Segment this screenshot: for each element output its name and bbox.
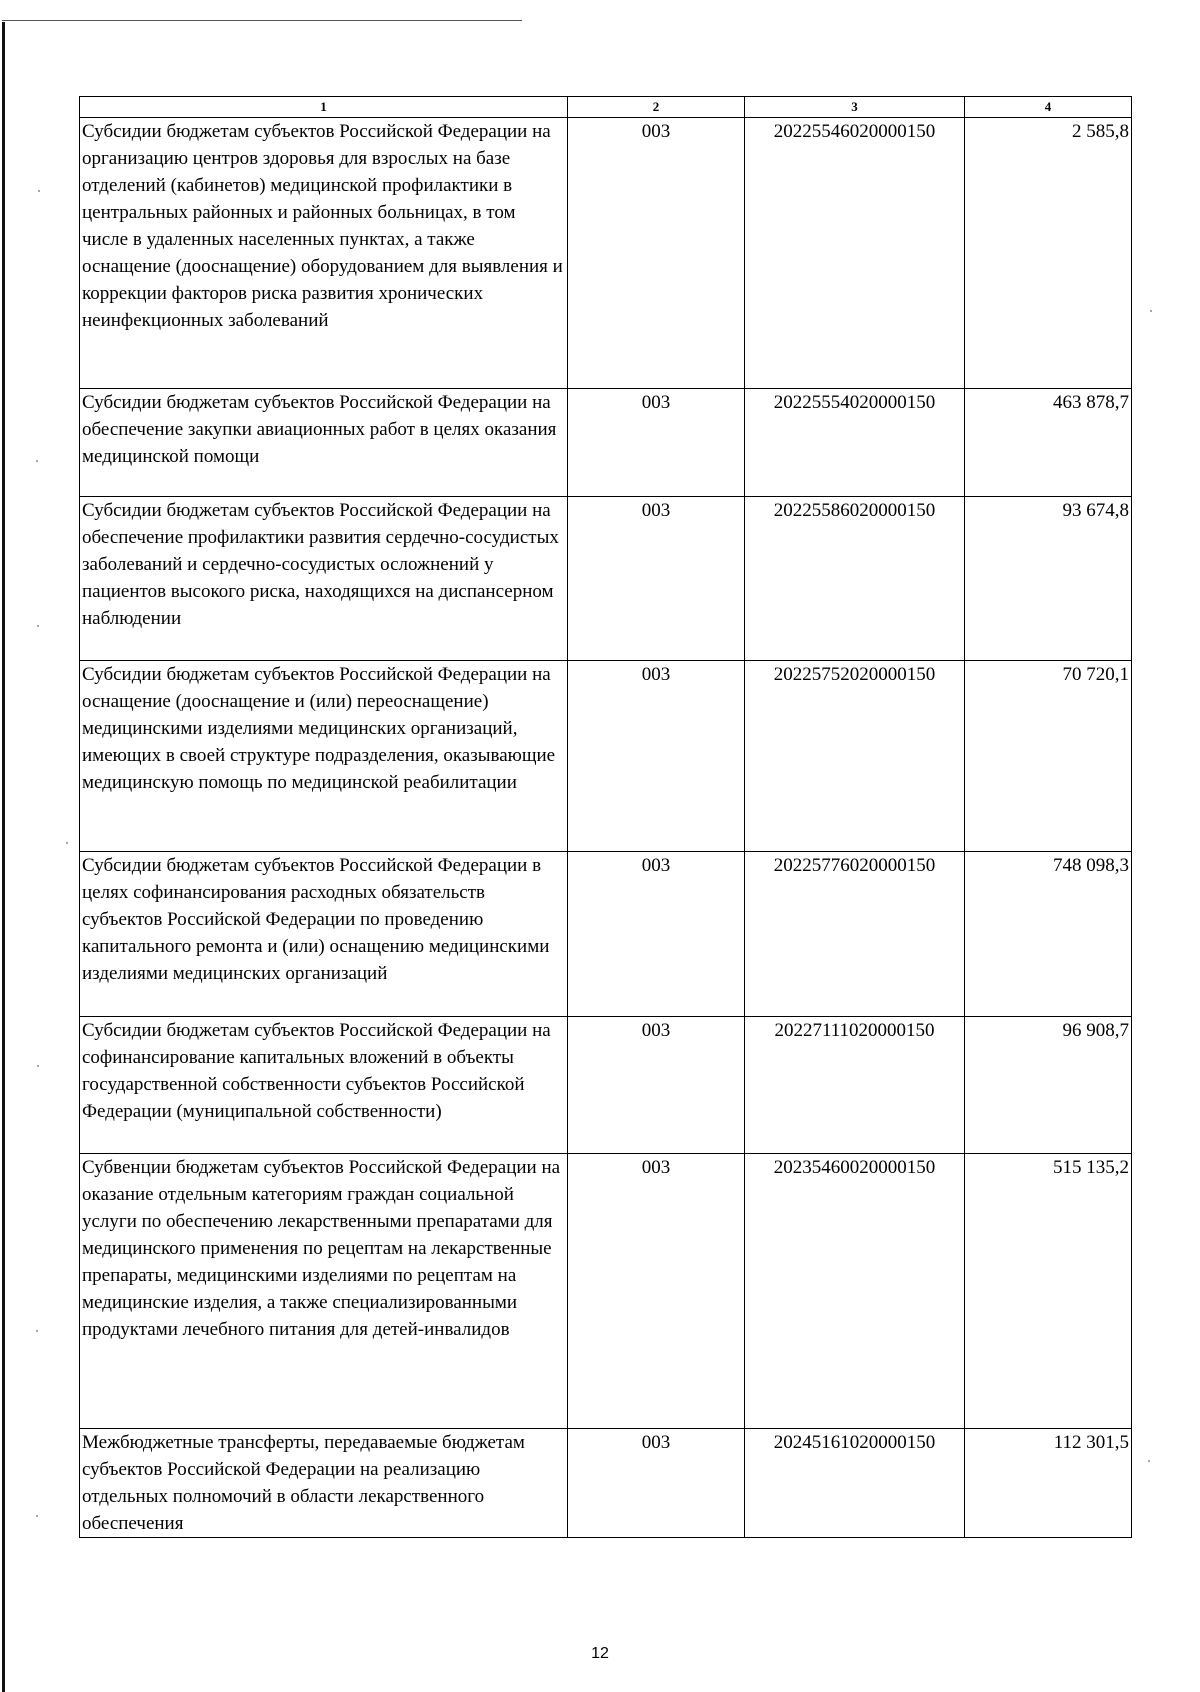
- amount: 70 720,1: [965, 661, 1132, 852]
- scan-speck: [36, 1515, 38, 1517]
- admin-code: 003: [568, 661, 745, 852]
- column-header: 1: [80, 97, 568, 118]
- scan-speck: [1148, 1460, 1150, 1462]
- item-name: Субсидии бюджетам субъектов Российской Федерации на обеспечение закупки авиационных работ в целях оказания медицинской помощи: [80, 389, 568, 497]
- item-name: Субсидии бюджетам субъектов Российской Федерации на обеспечение профилактики развития сердечно-сосудистых заболеваний и сердечно-сосудистых осложнений у пациентов высокого риска, находящихся на диспансерном наблюдении: [80, 497, 568, 661]
- amount: 515 135,2: [965, 1154, 1132, 1429]
- budget-class-code: 20225554020000150: [745, 389, 965, 497]
- admin-code: 003: [568, 497, 745, 661]
- scan-edge-left: [2, 22, 5, 1692]
- table-row: [80, 389, 1132, 497]
- budget-class-code: 20225776020000150: [745, 852, 965, 1017]
- scan-speck: [36, 1330, 38, 1332]
- budget-table: [79, 96, 1132, 1538]
- page-number: 12: [591, 1645, 609, 1662]
- item-name: Субсидии бюджетам субъектов Российской Федерации на организацию центров здоровья для взрослых на базе отделений (кабинетов) медицинской профилактики в центральных районных и районных больницах, в том числе в удаленных населенных пунктах, а также оснащение (дооснащение) оборудованием для выявления и коррекции факторов риска развития хронических неинфекционных заболеваний: [80, 118, 568, 389]
- table-row: [80, 1429, 1132, 1538]
- table-row: [80, 852, 1132, 1017]
- column-header: 3: [745, 97, 965, 118]
- amount: 463 878,7: [965, 389, 1132, 497]
- scan-speck: [37, 1065, 39, 1067]
- header-row: [80, 97, 1132, 118]
- item-name: Субсидии бюджетам субъектов Российской Федерации на оснащение (дооснащение и (или) переоснащение) медицинскими изделиями медицинских организаций, имеющих в своей структуре подразделения, оказывающие медицинскую помощь по медицинской реабилитации: [80, 661, 568, 852]
- amount: 748 098,3: [965, 852, 1132, 1017]
- budget-class-code: 20225752020000150: [745, 661, 965, 852]
- scan-edge-top: [2, 20, 522, 21]
- admin-code: 003: [568, 118, 745, 389]
- scan-speck: [66, 842, 68, 844]
- item-name: Субсидии бюджетам субъектов Российской Федерации на софинансирование капитальных вложений в объекты государственной собственности субъектов Российской Федерации (муниципальной собственности): [80, 1017, 568, 1154]
- admin-code: 003: [568, 1429, 745, 1538]
- column-header: 2: [568, 97, 745, 118]
- budget-class-code: 20227111020000150: [745, 1017, 965, 1154]
- table-row: [80, 497, 1132, 661]
- amount: 96 908,7: [965, 1017, 1132, 1154]
- admin-code: 003: [568, 1017, 745, 1154]
- table-row: [80, 118, 1132, 389]
- budget-class-code: 20225546020000150: [745, 118, 965, 389]
- scan-speck: [36, 460, 38, 462]
- amount: 93 674,8: [965, 497, 1132, 661]
- budget-class-code: 20235460020000150: [745, 1154, 965, 1429]
- item-name: Субвенции бюджетам субъектов Российской Федерации на оказание отдельным категориям граждан социальной услуги по обеспечению лекарственными препаратами для медицинского применения по рецептам на лекарственные препараты, медицинскими изделиями по рецептам на медицинские изделия, а также специализированными продуктами лечебного питания для детей-инвалидов: [80, 1154, 568, 1429]
- scan-speck: [37, 625, 39, 627]
- column-header: 4: [965, 97, 1132, 118]
- scan-speck: [38, 190, 40, 192]
- item-name: Субсидии бюджетам субъектов Российской Федерации в целях софинансирования расходных обязательств субъектов Российской Федерации по проведению капитального ремонта и (или) оснащению медицинскими изделиями медицинских организаций: [80, 852, 568, 1017]
- amount: 112 301,5: [965, 1429, 1132, 1538]
- item-name: Межбюджетные трансферты, передаваемые бюджетам субъектов Российской Федерации на реализацию отдельных полномочий в области лекарственного обеспечения: [80, 1429, 568, 1538]
- table-row: [80, 1017, 1132, 1154]
- budget-class-code: 20245161020000150: [745, 1429, 965, 1538]
- admin-code: 003: [568, 852, 745, 1017]
- budget-class-code: 20225586020000150: [745, 497, 965, 661]
- scan-speck: [1150, 310, 1152, 312]
- table-row: [80, 1154, 1132, 1429]
- amount: 2 585,8: [965, 118, 1132, 389]
- admin-code: 003: [568, 1154, 745, 1429]
- table-row: [80, 661, 1132, 852]
- admin-code: 003: [568, 389, 745, 497]
